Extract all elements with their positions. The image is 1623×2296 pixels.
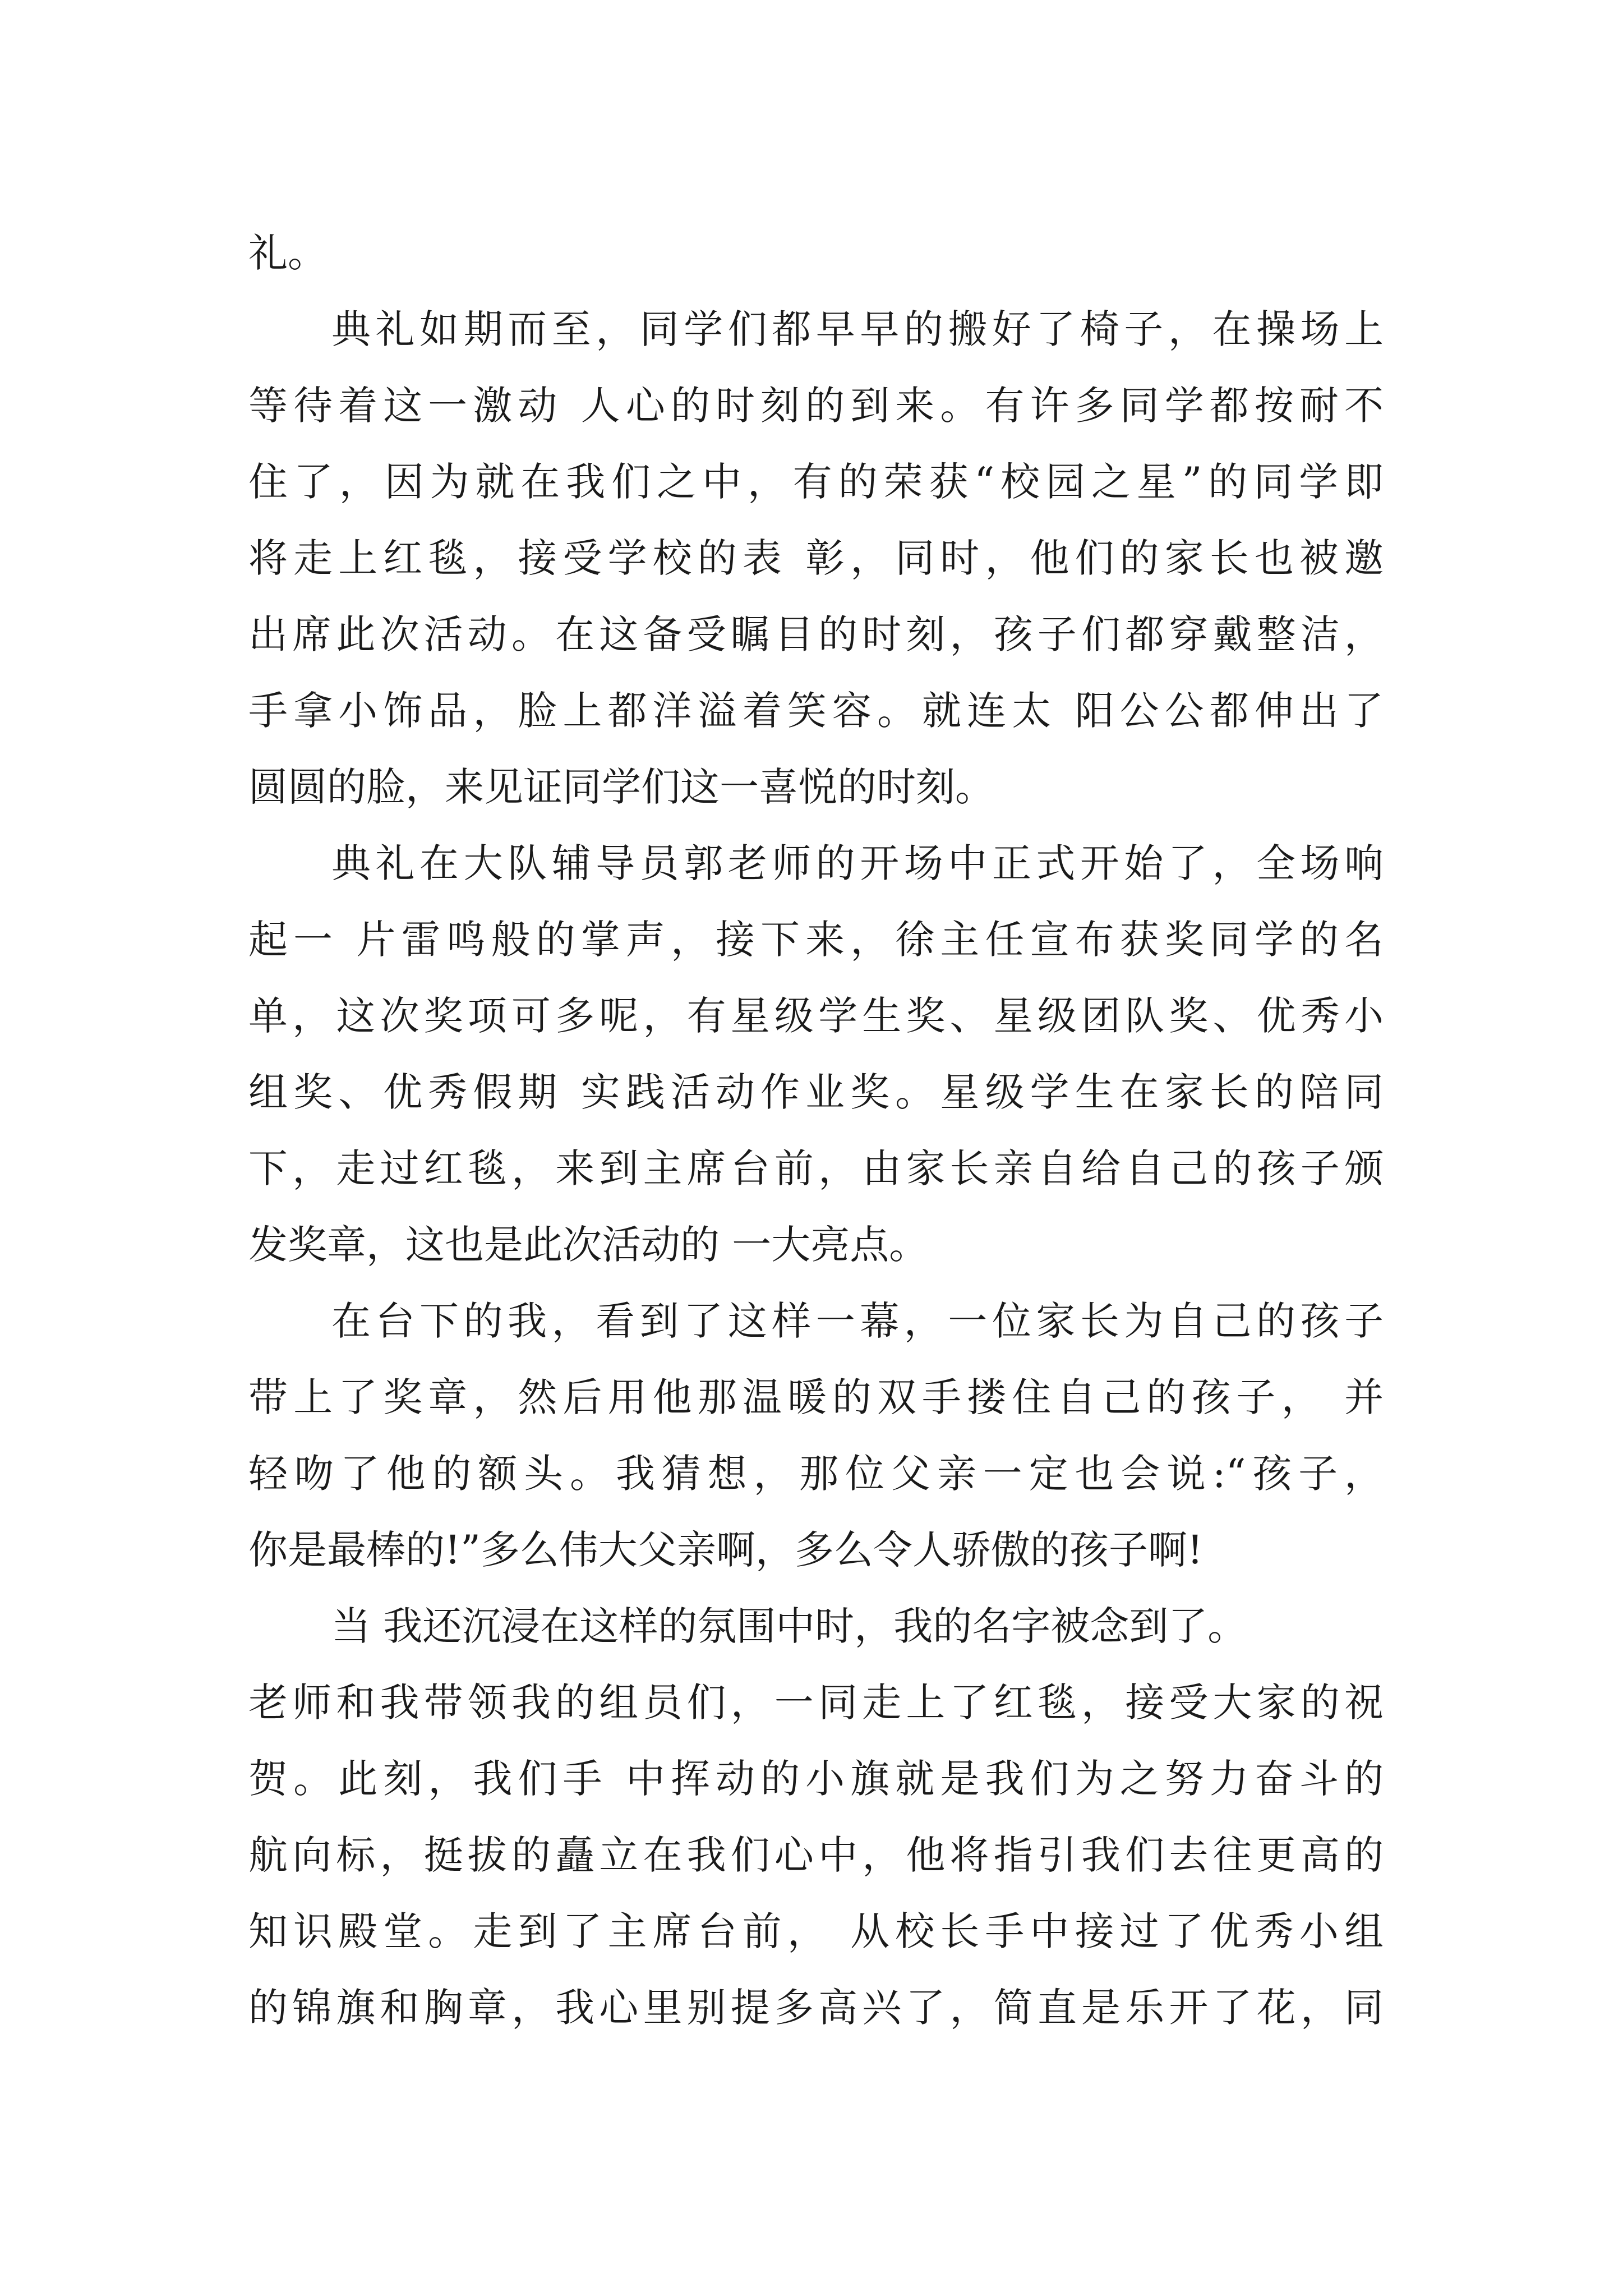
text-line: 的锦旗和胸章，我心里别提多高兴了，简直是乐开了花，同 — [248, 1985, 1384, 2031]
text-line: 礼。 — [248, 230, 327, 276]
text-line: 老师和我带领我的组员们，一同走上了红毯，接受大家的祝 — [248, 1680, 1384, 1726]
text-line: 住了，因为就在我们之中，有的荣获“校园之星”的同学即 — [248, 459, 1384, 505]
paragraph-start-line: 当 我还沉浸在这样的氛围中时，我的名字被念到了。 — [331, 1603, 1247, 1649]
text-line: 贺。此刻，我们手 中挥动的小旗就是我们为之努力奋斗的 — [248, 1756, 1384, 1802]
text-line: 圆圆的脸，来见证同学们这一喜悦的时刻。 — [248, 764, 994, 810]
text-line: 发奖章，这也是此次活动的 一大亮点。 — [248, 1222, 929, 1268]
paragraph-start-line: 典礼如期而至，同学们都早早的搬好了椅子，在操场上 — [331, 306, 1384, 352]
document-body — [248, 215, 1384, 2046]
text-line: 带上了奖章，然后用他那温暖的双手搂住自己的孩子， 并 — [248, 1374, 1384, 1420]
text-line: 单，这次奖项可多呢，有星级学生奖、星级团队奖、优秀小 — [248, 993, 1384, 1039]
text-line: 知识殿堂。走到了主席台前， 从校长手中接过了优秀小组 — [248, 1908, 1384, 1954]
text-line: 下，走过红毯，来到主席台前，由家长亲自给自己的孩子颁 — [248, 1145, 1384, 1191]
text-line: 轻吻了他的额头。我猜想，那位父亲一定也会说:“孩子， — [248, 1451, 1384, 1497]
paragraph-start-line: 典礼在大队辅导员郭老师的开场中正式开始了，全场响 — [331, 840, 1384, 886]
text-line: 出席此次活动。在这备受瞩目的时刻，孩子们都穿戴整洁， — [248, 611, 1384, 657]
paragraph-start-line: 在台下的我，看到了这样一幕，一位家长为自己的孩子 — [331, 1298, 1384, 1344]
text-line: 等待着这一激动 人心的时刻的到来。有许多同学都按耐不 — [248, 383, 1384, 429]
text-line: 起一 片雷鸣般的掌声，接下来，徐主任宣布获奖同学的名 — [248, 917, 1384, 963]
text-line: 将走上红毯，接受学校的表 彰，同时，他们的家长也被邀 — [248, 535, 1384, 581]
text-line: 组奖、优秀假期 实践活动作业奖。星级学生在家长的陪同 — [248, 1069, 1384, 1115]
text-line: 手拿小饰品，脸上都洋溢着笑容。就连太 阳公公都伸出了 — [248, 688, 1384, 734]
text-line: 你是最棒的!”多么伟大父亲啊，多么令人骄傲的孩子啊! — [248, 1527, 1204, 1573]
text-line: 航向标，挺拔的矗立在我们心中，他将指引我们去往更高的 — [248, 1832, 1384, 1878]
